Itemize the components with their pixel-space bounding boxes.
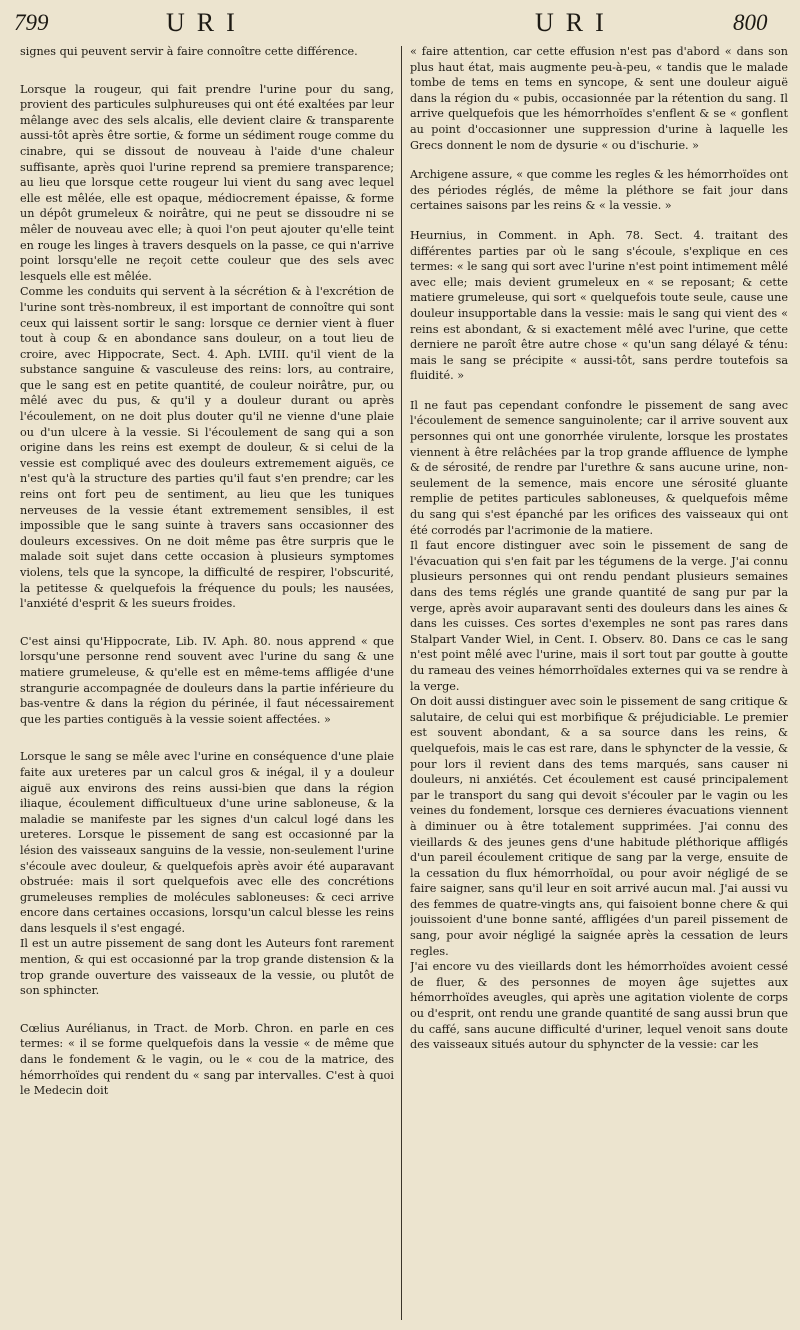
- paragraph: « faire attention, car cette effusion n'est pas d'abord « dans son plus haut état, mais augmente peu-à-peu, « tandis que le malade tombe de tems en tems en syncope, & sent une douleur aiguë dans la région du « pubis, occasionnée par la rétention du sang. Il arrive quelquefois que les hémorrhoïdes s'enflent & se « gonflent au point d'occasionner une suppression d'urine à laquelle les Grecs donnent le nom de dysurie « ou d'ischurie. »: [410, 45, 788, 152]
- paragraph: Heurnius, in Comment. in Aph. 78. Sect. 4. traitant des différentes parties par où le sang s'écoule, s'explique en ces termes: « le sang qui sort avec l'urine n'est point intimement mêlé avec elle; mais devient grumeleux en « se reposant; & cette matiere grumeleuse, qui sort « quelquefois toute seule, cause une douleur insupportable dans la vessie: mais le sang qui vient des « reins est abondant, & si exactement mêlé avec l'urine, que cette derniere ne paroît être autre chose « qu'un sang délayé & ténu: mais le sang se précipite « aussi-tôt, sans perdre toutefois sa fluidité. »: [410, 228, 788, 383]
- paragraph: Lorsque le sang se mêle avec l'urine en conséquence d'une plaie faite aux ureteres par un calcul gros & inégal, il y a douleur aiguë aux environs des reins aussi-bien que dans la région iliaque, écoulement difficultueux d'une urine sabloneuse, & la maladie se manifeste par les signes d'un calcul logé dans les ureteres. Lorsque le pissement de sang est occasionné par la lésion des vaisseaux sanguins de la vessie, non-seulement l'urine s'écoule avec douleur, & quelquefois après avoir été auparavant obstruée: mais il sort quelquefois avec elle des concrétions grumeleuses remplies de molécules sabloneuses: & ceci arrive encore dans certaines occasions, lorsqu'un calcul blesse les reins dans lesquels il s'est engagé.: [20, 750, 394, 935]
- right-running-head: URI: [535, 8, 616, 37]
- paragraph: Cœlius Aurélianus, in Tract. de Morb. Chron. en parle en ces termes: « il se forme quelquefois dans la vessie « de même que dans le fondement & le vagin, ou le « cou de la matrice, des hémorrhoïdes qui rendent du « sang par intervalles. C'est à quoi le Medecin doit: [20, 1021, 394, 1098]
- page-header: [0, 4, 800, 44]
- paragraph: Il est un autre pissement de sang dont les Auteurs font rarement mention, & qui est occasionné par la trop grande distension & la trop grande ouverture des vaisseaux de la vessie, ou plutôt de son sphincter.: [20, 937, 394, 998]
- left-column: [20, 44, 394, 1324]
- paragraph: signes qui peuvent servir à faire connoître cette différence.: [20, 45, 358, 58]
- left-page-number: 799: [14, 10, 49, 35]
- paragraph: J'ai encore vu des vieillards dont les hémorrhoïdes avoient cessé de fluer, & des personnes de moyen âge sujettes aux hémorrhoïdes aveugles, qui après une agitation violente de corps ou d'esprit, ont rendu une grande quantité de sang aussi brun que du caffé, sans aucune difficulté d'uriner, lequel venoit sans doute des vaisseaux situés autour du sphyncter de la vessie: car les: [410, 960, 788, 1052]
- right-column: [410, 44, 788, 1324]
- column-divider: [401, 46, 402, 1320]
- paragraph: On doit aussi distinguer avec soin le pissement de sang critique & salutaire, de celui qui est morbifique & préjudiciable. Le premier est souvent abondant, & a sa source dans les reins, & quelquefois, mais le cas est rare, dans le sphyncter de la vessie, & pour lors il revient dans des tems marqués, sans causer ni douleurs, ni anxiétés. Cet écoulement est causé principalement par le transport du sang qui devoit s'écouler par le vagin ou les veines du fondement, lorsque ces dernieres évacuations viennent à diminuer ou à être totalement supprimées. J'ai connu des vieillards & des jeunes gens d'une habitude pléthorique affligés d'un pareil écoulement critique de sang par la verge, ensuite de la cessation du flux hémorrhoïdal, ou pour avoir négligé de se faire saigner, sans qu'il leur en soit arrivé aucun mal. J'ai aussi vu des femmes de quatre-vingts ans, qui faisoient bonne chere & qui jouissoient d'une bonne santé, affligées d'un pareil pissement de sang, pour avoir négligé la saignée après la cessation de leurs regles.: [410, 695, 788, 958]
- paragraph: Il faut encore distinguer avec soin le pissement de sang de l'évacuation qui s'en fait par les tégumens de la verge. J'ai connu plusieurs personnes qui ont rendu pendant plusieurs semaines dans des tems réglés une grande quantité de sang pur par la verge, après avoir auparavant senti des douleurs dans les aines & dans les cuisses. Ces sortes d'exemples ne sont pas rares dans Stalpart Vander Wiel, in Cent. I. Observ. 80. Dans ce cas le sang n'est point mêlé avec l'urine, mais il sort tout par goutte à goutte du rameau des veines hémorrhoïdales externes qui va se rendre à la verge.: [410, 539, 788, 693]
- paragraph: Comme les conduits qui servent à la sécrétion & à l'excrétion de l'urine sont très-nombreux, il est important de connoître qui sont ceux qui laissent sortir le sang: lorsque ce dernier vient à fluer tout à coup & en abondance sans douleur, on a tout lieu de croire, avec Hippocrate, Sect. 4. Aph. LVIII. qu'il vient de la substance sanguine & vasculeuse des reins: lors, au contraire, que le sang est en petite quantité, de couleur noirâtre, pur, ou mêlé avec du pus, & qu'il y a douleur durant ou après l'écoulement, on ne doit plus douter qu'il ne vienne d'une plaie ou d'un ulcere à la vessie. Si l'écoulement de sang qui a son origine dans les reins est exempt de douleur, & si celui de la vessie est compliqué avec des douleurs extremement aiguës, ce n'est qu'à la structure des parties qu'il faut s'en prendre; car les reins ont fort peu de sentiment, au lieu que les tuniques nerveuses de la vessie étant extremement sensibles, il est impossible que le sang suinte à travers sans occasionner des douleurs excessives. On ne doit même pas être surpris que le malade soit sujet dans cette occasion à plusieurs symptomes violens, tels que la syncope, la difficulté de respirer, l'obscurité, la petitesse & quelquefois la fréquence du pouls; les nausées, l'anxiété d'esprit & les sueurs froides.: [20, 285, 394, 611]
- left-running-head: URI: [166, 8, 247, 37]
- paragraph: Il ne faut pas cependant confondre le pissement de sang avec l'écoulement de semence sanguinolente; car il arrive souvent aux personnes qui ont une gonorrhée virulente, lorsque les prostates viennent à être relâchées par la trop grande affluence de lymphe & de sérosité, de rendre par l'urethre & sans aucune urine, non-seulement de la semence, mais encore une sérosité gluante remplie de petites particules sabloneuses, & quelquefois même du sang qui s'est épanché par les orifices des vaisseaux qui ont été corrodés par l'acrimonie de la matiere.: [410, 398, 788, 537]
- paragraph: C'est ainsi qu'Hippocrate, Lib. IV. Aph. 80. nous apprend « que lorsqu'une personne rend souvent avec l'urine du sang & une matiere grumeleuse, & qu'elle est en même-tems affligée d'une strangurie accompagnée de douleurs dans la partie inférieure du bas-ventre & dans la région du périnée, il faut nécessairement que les parties contiguës à la vessie soient affectées. »: [20, 634, 394, 726]
- paragraph: Lorsque la rougeur, qui fait prendre l'urine pour du sang, provient des particules sulphureuses qui ont été exaltées par leur mêlange avec des sels alcalis, elle devient claire & transparente aussi-tôt après être sortie, & forme un sédiment rouge comme du cinabre, qui se dissout de nouveau à l'aide d'une chaleur suffisante, après quoi l'urine reprend sa premiere transparence; au lieu que lorsque cette rougeur lui vient du sang avec lequel elle est mêlée, elle est opaque, médiocrement épaisse, & forme un dépôt grumeleux & noirâtre, qui ne peut se dissoudre ni se mêler de nouveau avec elle; à quoi l'on peut ajouter qu'elle teint en rouge les linges à travers desquels on la passe, ce qui n'arrive point lorsqu'elle ne reçoit cette couleur que des sels avec lesquels elle est mêlée.: [20, 82, 394, 283]
- right-page-number: 800: [733, 10, 768, 35]
- paragraph: Archigene assure, « que comme les regles & les hémorrhoïdes ont des périodes réglés, de même la pléthore se fait jour dans certaines saisons par les reins & « la vessie. »: [410, 168, 788, 213]
